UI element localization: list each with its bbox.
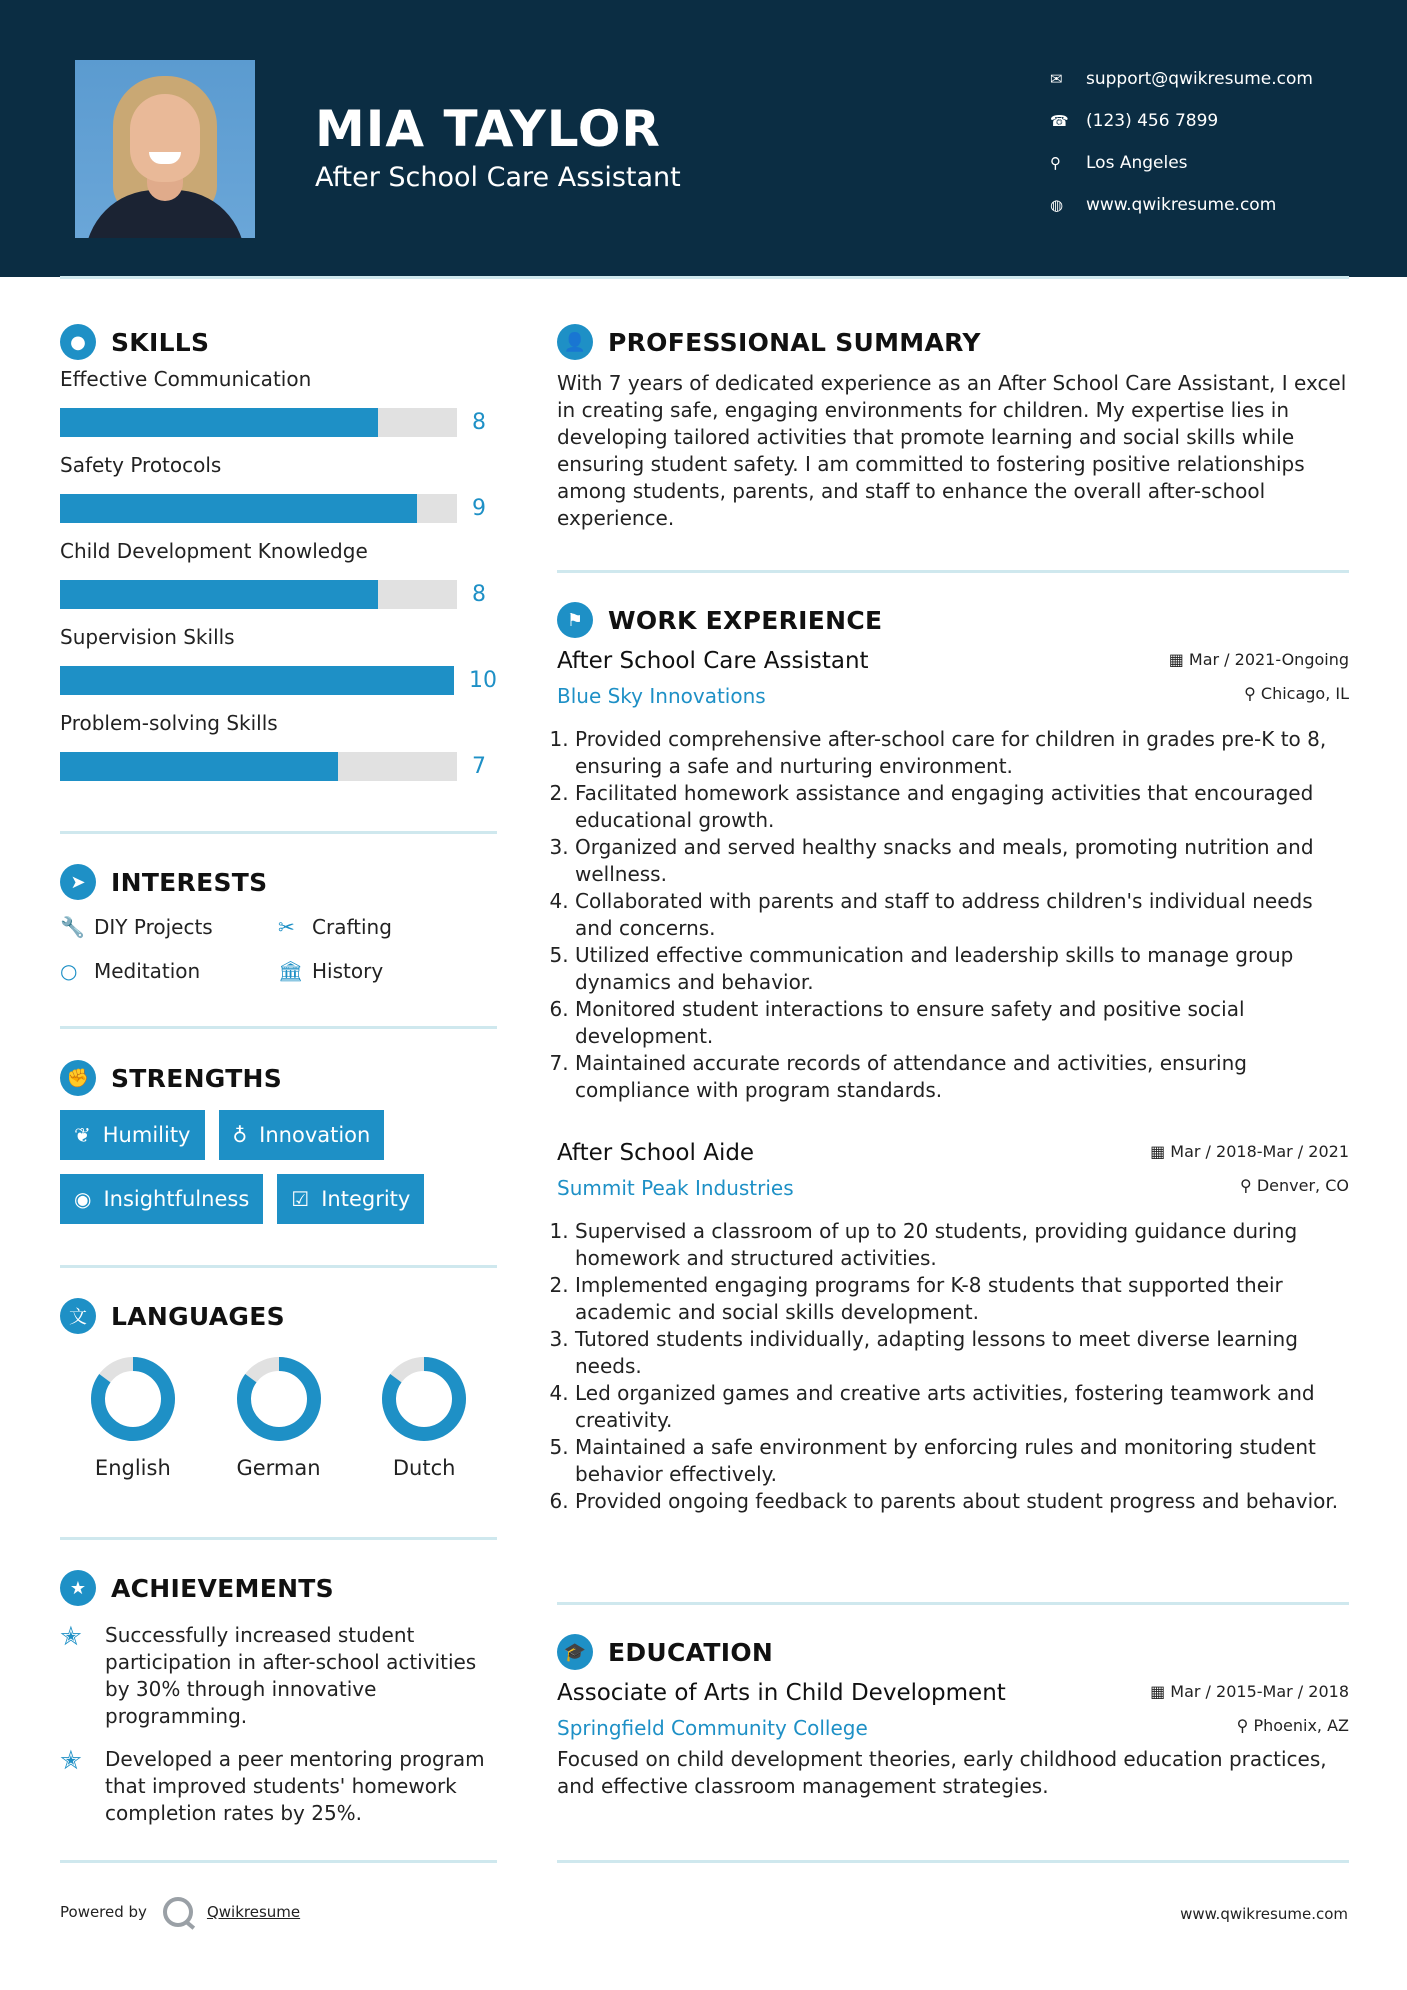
job-dates: ▦ Mar / 2021-Ongoing <box>1168 650 1349 669</box>
interests-section <box>60 862 497 986</box>
language-item <box>351 1354 497 1480</box>
contact-email[interactable]: ✉ support@qwikresume.com <box>1050 69 1313 89</box>
lightbulb-icon: ● <box>60 324 96 360</box>
skill-bar-fill <box>60 408 378 437</box>
interest-item: ✂ Crafting <box>278 915 392 939</box>
section-divider <box>557 1860 1349 1863</box>
job-location: ⚲ Chicago, IL <box>1244 684 1349 703</box>
user-icon: 👤 <box>557 324 593 360</box>
language-label: Dutch <box>392 1456 456 1480</box>
achievement-item: ✭ Successfully increased student participation in after-school activities by 30% through innovative programming. <box>60 1622 477 1728</box>
skill-bar <box>60 752 457 781</box>
calendar-icon: ▦ <box>1168 650 1189 669</box>
education-title: EDUCATION <box>608 1637 774 1667</box>
email-icon: ✉ <box>1050 70 1063 88</box>
star-icon: ✭ <box>60 1746 82 1776</box>
interest-item: 🔧 DIY Projects <box>60 915 213 939</box>
star-icon: ✭ <box>60 1622 82 1652</box>
skills-section <box>60 322 497 792</box>
strengths-section <box>60 1058 497 1224</box>
briefcase-icon: ⚑ <box>557 602 593 638</box>
achievement-item: ✭ Developed a peer mentoring program that improved students' homework completion rates by 25%. <box>60 1746 485 1825</box>
education-text: Focused on child development theories, early childhood education practices, and effective classroom management strategies. <box>557 1747 1327 1798</box>
strengths-title: STRENGTHS <box>111 1063 283 1093</box>
globe-icon: ◍ <box>1050 196 1064 214</box>
museum-icon: 🏛 <box>278 959 304 983</box>
interests-list <box>60 912 497 986</box>
job-bullet: 4. Led organized games and creative arts activities, fostering teamwork and creativity. <box>575 1380 1349 1434</box>
skill-value: 9 <box>472 495 486 521</box>
footer-powered: Powered by Qwikresume <box>60 1897 300 1927</box>
fist-icon: ✊ <box>60 1060 96 1096</box>
skill-value: 10 <box>469 667 497 693</box>
strength-tag: ◉ Insightfulness <box>60 1174 263 1224</box>
experience-title: WORK EXPERIENCE <box>608 605 883 635</box>
job-bullets <box>557 1218 1349 1515</box>
job-bullet: 2. Implemented engaging programs for K-8 students that supported their academic and social skills development. <box>575 1272 1349 1326</box>
job-title: After School Aide <box>557 1140 755 1166</box>
languages-section <box>60 1296 497 1480</box>
skill-bar <box>60 666 454 695</box>
location-icon: ⚲ <box>1050 154 1061 172</box>
resume-header <box>0 0 1407 277</box>
scissors-icon: ✂ <box>278 915 295 939</box>
contact-list <box>1050 58 1313 226</box>
job-bullet: 1. Provided comprehensive after-school care for children in grades pre-K to 8, ensuring a safe and nurturing environment. <box>575 726 1349 780</box>
strength-tag: ❦ Humility <box>60 1110 205 1160</box>
language-item <box>206 1354 352 1480</box>
skill-item <box>60 706 497 792</box>
skill-label: Effective Communication <box>60 367 312 391</box>
summary-section <box>557 322 1349 532</box>
job-entry <box>557 1136 1349 1515</box>
graduate-icon: 🎓 <box>557 1634 593 1670</box>
section-divider <box>60 1265 497 1268</box>
star-badge-icon: ★ <box>60 1570 96 1606</box>
language-level-ring <box>88 1354 178 1444</box>
header-divider <box>60 276 1349 279</box>
checkbox-icon: ☑ <box>291 1187 310 1211</box>
job-bullet: 5. Utilized effective communication and leadership skills to manage group dynamics and behavior. <box>575 942 1349 996</box>
education-location: ⚲ Phoenix, AZ <box>1236 1716 1349 1735</box>
degree-title: Associate of Arts in Child Development <box>557 1680 1006 1706</box>
section-divider <box>60 831 497 834</box>
achievements-list <box>60 1622 497 1827</box>
footer-site-link[interactable]: www.qwikresume.com <box>1180 1905 1348 1923</box>
job-bullet: 6. Monitored student interactions to ensure safety and positive social development. <box>575 996 1349 1050</box>
skill-item <box>60 448 497 534</box>
job-company: Summit Peak Industries <box>557 1176 794 1200</box>
pin-icon: ⚲ <box>1240 1176 1257 1195</box>
skill-value: 7 <box>472 753 486 779</box>
education-dates: ▦ Mar / 2015-Mar / 2018 <box>1150 1682 1349 1701</box>
leaf-icon: ❦ <box>74 1123 91 1147</box>
language-label: German <box>236 1456 321 1480</box>
job-bullet: 4. Collaborated with parents and staff to address children's individual needs and concerns. <box>575 888 1349 942</box>
job-bullet: 5. Maintained a safe environment by enforcing rules and monitoring student behavior effectively. <box>575 1434 1349 1488</box>
experience-section <box>557 600 1349 1515</box>
section-divider <box>557 1602 1349 1605</box>
strength-tag: ☑ Integrity <box>277 1174 424 1224</box>
education-entry <box>557 1676 1349 1800</box>
languages-title: LANGUAGES <box>111 1301 285 1331</box>
footer-brand-link[interactable]: Qwikresume <box>206 1903 301 1921</box>
skill-bar-fill <box>60 580 378 609</box>
job-entry <box>557 644 1349 1104</box>
profile-photo <box>75 60 255 238</box>
language-level-ring <box>234 1354 324 1444</box>
circle-icon: ○ <box>60 959 78 983</box>
calendar-icon: ▦ <box>1150 1142 1171 1161</box>
summary-title: PROFESSIONAL SUMMARY <box>608 327 981 357</box>
job-location: ⚲ Denver, CO <box>1240 1176 1349 1195</box>
phone-icon: ☎ <box>1050 112 1069 130</box>
language-level-ring <box>379 1354 469 1444</box>
skill-label: Safety Protocols <box>60 453 222 477</box>
skill-label: Problem-solving Skills <box>60 711 278 735</box>
contact-website[interactable]: ◍ www.qwikresume.com <box>1050 195 1277 215</box>
wrench-icon: 🔧 <box>60 915 85 939</box>
achievements-section <box>60 1568 497 1843</box>
job-bullet: 6. Provided ongoing feedback to parents about student progress and behavior. <box>575 1488 1349 1515</box>
skill-bar-fill <box>60 666 454 695</box>
translate-icon: 文 <box>60 1298 96 1334</box>
job-bullet: 3. Organized and served healthy snacks and meals, promoting nutrition and wellness. <box>575 834 1349 888</box>
strengths-tags <box>60 1110 497 1224</box>
interest-item: ○ Meditation <box>60 959 201 983</box>
skill-bar-fill <box>60 494 417 523</box>
pin-icon: ⚲ <box>1236 1716 1254 1735</box>
job-bullet: 2. Facilitated homework assistance and engaging activities that encouraged educational growth. <box>575 780 1349 834</box>
language-label: English <box>94 1456 171 1480</box>
strength-tag: ♁ Innovation <box>219 1110 385 1160</box>
job-title: After School Care Assistant <box>557 648 869 674</box>
job-bullet: 3. Tutored students individually, adapting lessons to meet diverse learning needs. <box>575 1326 1349 1380</box>
qwikresume-logo-icon <box>163 1897 193 1927</box>
section-divider <box>60 1537 497 1540</box>
candidate-title: After School Care Assistant <box>315 162 681 193</box>
job-company: Blue Sky Innovations <box>557 684 766 708</box>
language-item <box>60 1354 206 1480</box>
skill-item <box>60 620 497 706</box>
skill-bar <box>60 580 457 609</box>
paper-plane-icon: ➤ <box>60 864 96 900</box>
contact-location: ⚲ Los Angeles <box>1050 153 1188 173</box>
skill-bar <box>60 494 457 523</box>
education-section <box>557 1632 1349 1800</box>
skill-bar <box>60 408 457 437</box>
candidate-name: MIA TAYLOR <box>315 100 661 158</box>
skill-item <box>60 534 497 620</box>
job-bullets <box>557 726 1349 1104</box>
pin-icon: ⚲ <box>1244 684 1261 703</box>
school-name: Springfield Community College <box>557 1716 868 1740</box>
skill-value: 8 <box>472 581 486 607</box>
skill-value: 8 <box>472 409 486 435</box>
section-divider <box>557 570 1349 573</box>
job-bullet: 7. Maintained accurate records of attendance and activities, ensuring compliance with program standards. <box>575 1050 1349 1104</box>
skill-bar-fill <box>60 752 338 781</box>
section-divider <box>60 1860 497 1863</box>
lightbulb-icon: ♁ <box>232 1123 248 1147</box>
contact-phone[interactable]: ☎ (123) 456 7899 <box>1050 111 1219 131</box>
section-divider <box>60 1026 497 1029</box>
calendar-icon: ▦ <box>1150 1682 1171 1701</box>
skills-list <box>60 362 497 792</box>
skill-label: Supervision Skills <box>60 625 235 649</box>
skill-item <box>60 362 497 448</box>
skill-label: Child Development Knowledge <box>60 539 368 563</box>
interests-title: INTERESTS <box>111 867 268 897</box>
summary-text: With 7 years of dedicated experience as an After School Care Assistant, I excel in creating safe, engaging environments for children. My expertise lies in developing tailored activities that promote learning and social skills while ensuring student safety. I am committed to fostering positive relationships among students, parents, and staff to enhance the overall after-school experience. <box>557 371 1347 530</box>
job-bullet: 1. Supervised a classroom of up to 20 students, providing guidance during homework and structured activities. <box>575 1218 1349 1272</box>
skills-title: SKILLS <box>111 327 210 357</box>
eye-icon: ◉ <box>74 1187 92 1211</box>
languages-list <box>60 1354 497 1480</box>
interest-item: 🏛 History <box>278 959 384 983</box>
achievements-title: ACHIEVEMENTS <box>111 1573 334 1603</box>
job-dates: ▦ Mar / 2018-Mar / 2021 <box>1150 1142 1349 1161</box>
